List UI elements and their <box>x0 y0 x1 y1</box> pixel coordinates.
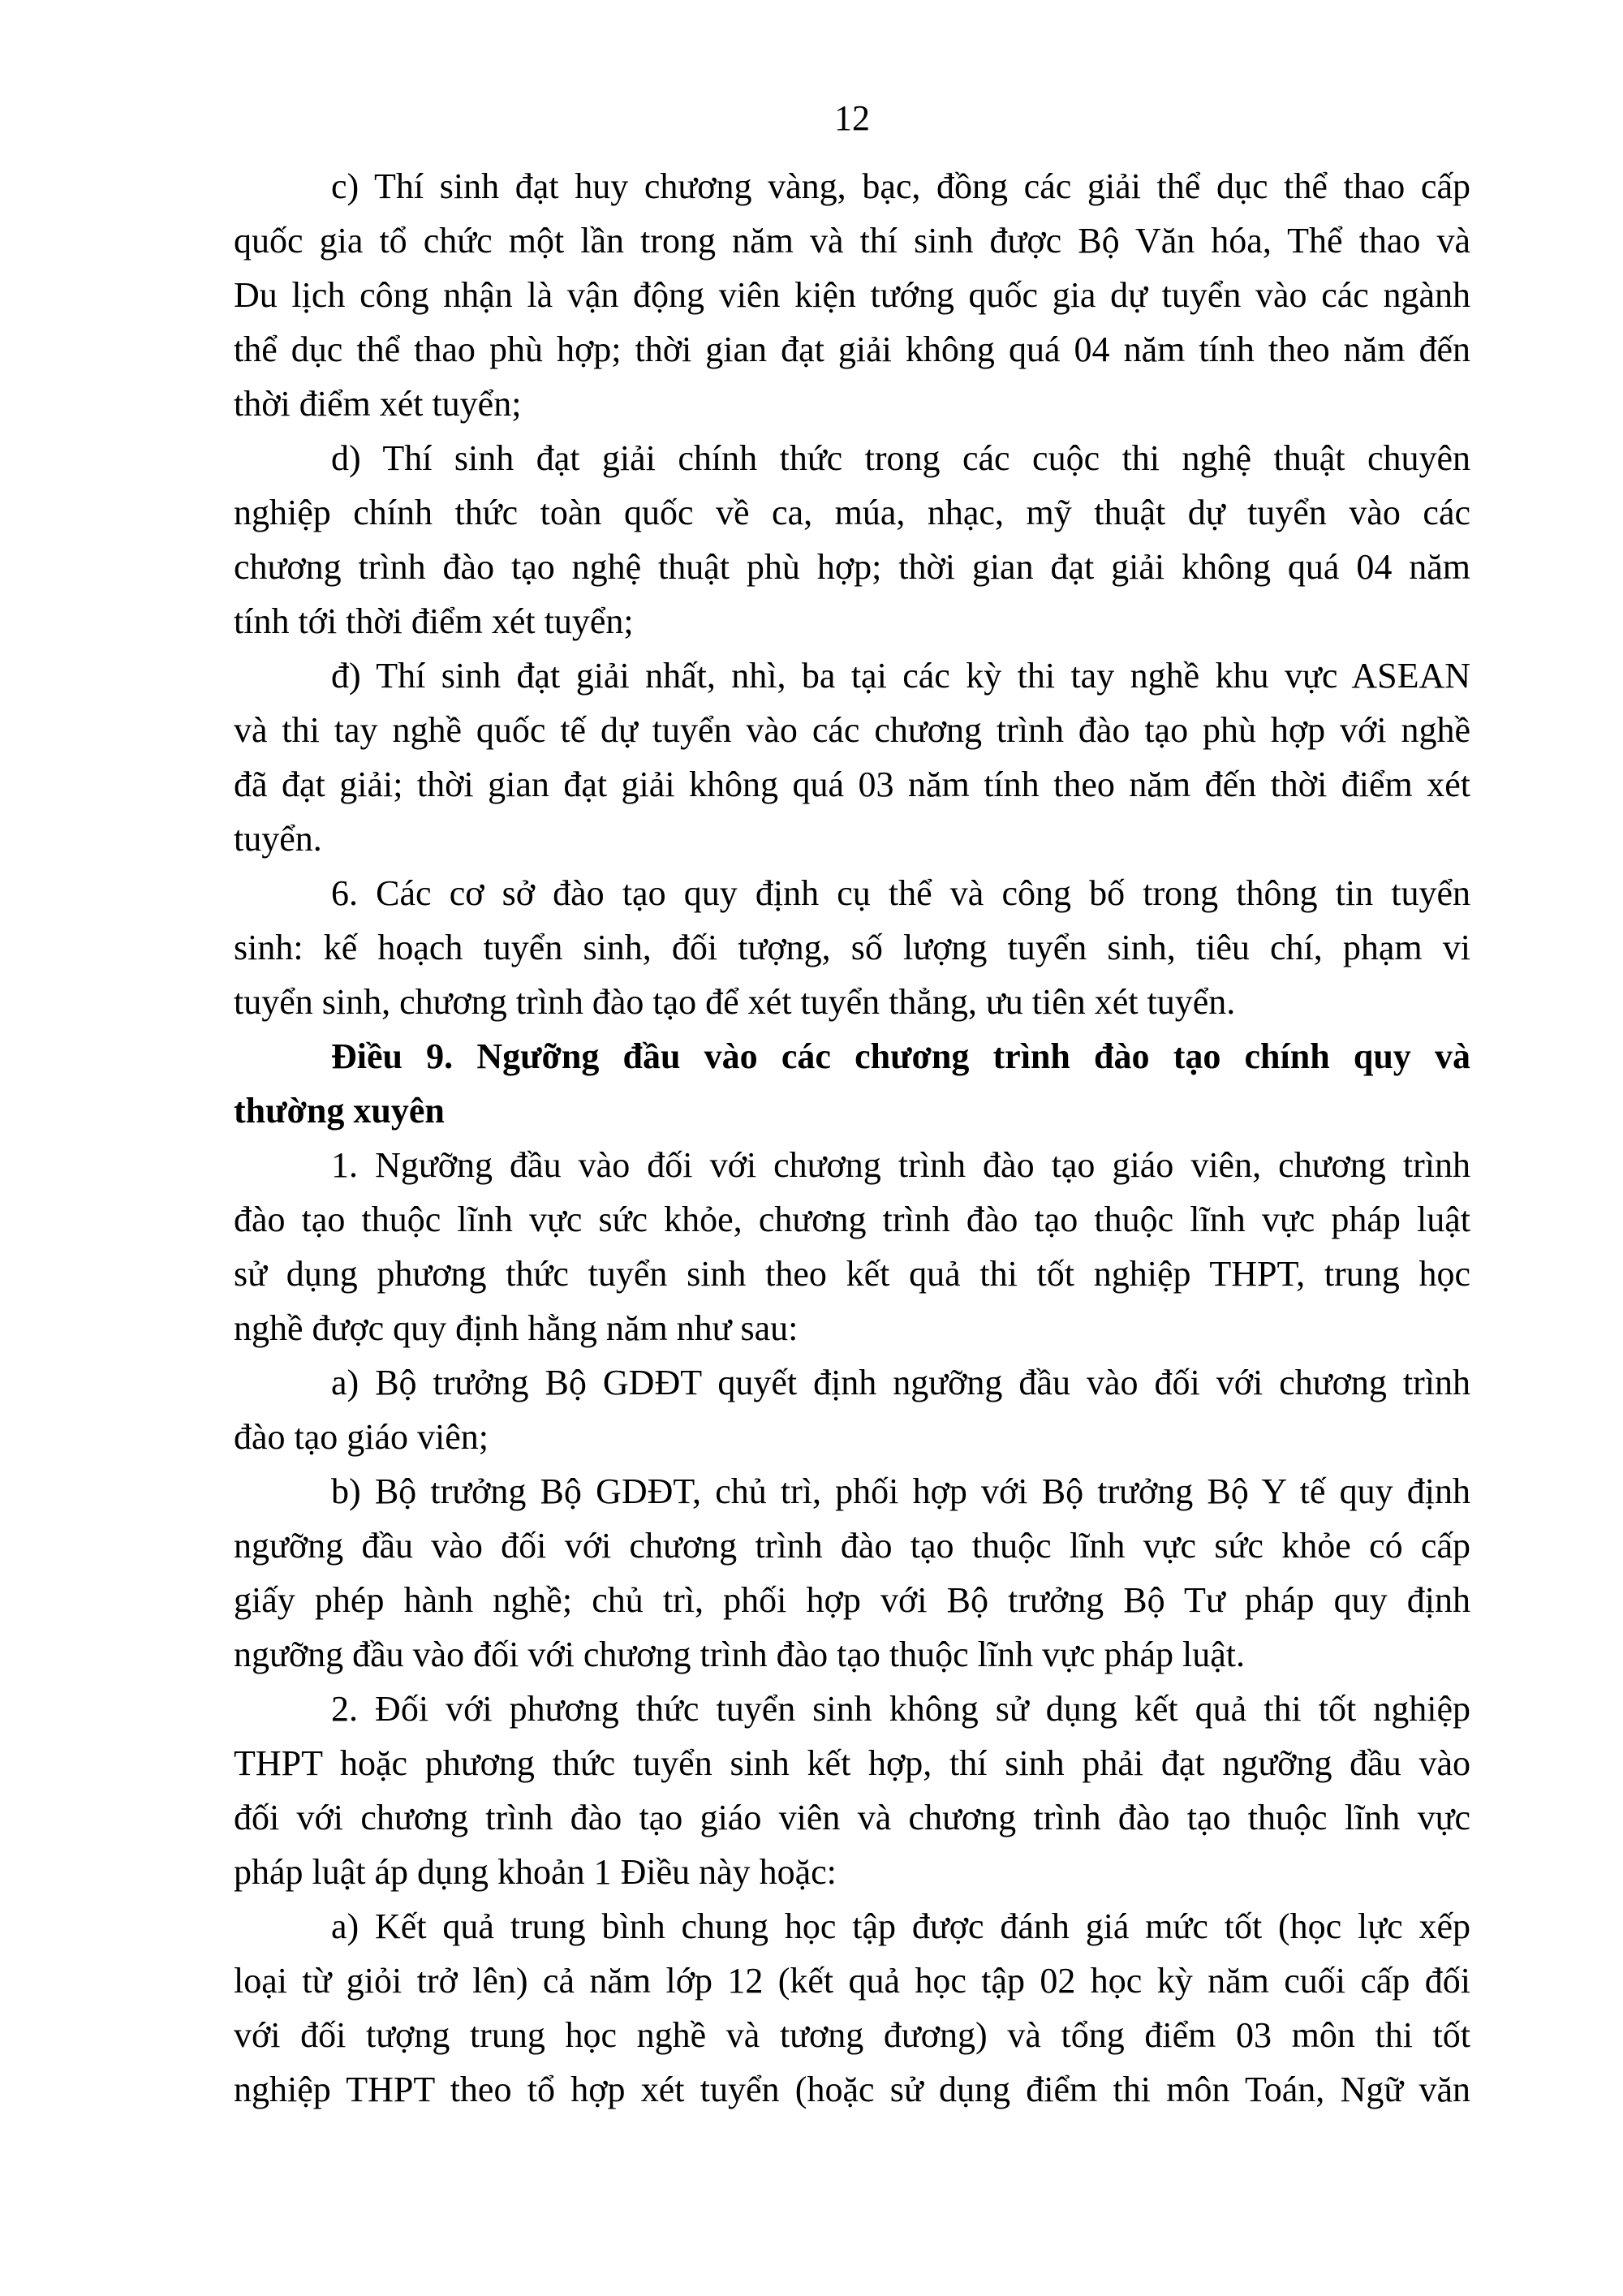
paragraph-line: chương trình đào tạo nghệ thuật phù hợp; thời gian đạt giải không quá 04 năm <box>234 547 1470 587</box>
paragraph-line: 1. Ngưỡng đầu vào đối với chương trình đào tạo giáo viên, chương trình <box>331 1145 1470 1185</box>
paragraph-line: đối với chương trình đào tạo giáo viên và chương trình đào tạo thuộc lĩnh vực <box>234 1798 1470 1837</box>
paragraph-line: d) Thí sinh đạt giải chính thức trong các cuộc thi nghệ thuật chuyên <box>331 438 1470 478</box>
paragraph-line: thể dục thể thao phù hợp; thời gian đạt giải không quá 04 năm tính theo năm đến <box>234 330 1470 369</box>
paragraph-point-a-1 <box>234 1355 1470 1464</box>
paragraph-line: b) Bộ trưởng Bộ GDĐT, chủ trì, phối hợp với Bộ trưởng Bộ Y tế quy định <box>331 1471 1470 1511</box>
paragraph-line: THPT hoặc phương thức tuyển sinh kết hợp, thí sinh phải đạt ngưỡng đầu vào <box>234 1743 1470 1783</box>
paragraph-line: nghiệp THPT theo tổ hợp xét tuyển (hoặc sử dụng điểm thi môn Toán, Ngữ văn <box>234 2070 1470 2109</box>
paragraph-point-dd <box>234 648 1470 866</box>
paragraph-clause-2 <box>234 1682 1470 1899</box>
paragraph-line: sử dụng phương thức tuyển sinh theo kết quả thi tốt nghiệp THPT, trung học <box>234 1254 1470 1294</box>
paragraph-line: ngưỡng đầu vào đối với chương trình đào tạo thuộc lĩnh vực sức khỏe có cấp <box>234 1526 1470 1566</box>
paragraph-clause-1 <box>234 1138 1470 1355</box>
paragraph-line: với đối tượng trung học nghề và tương đương) và tổng điểm 03 môn thi tốt <box>234 2015 1470 2055</box>
page-number: 12 <box>834 98 870 138</box>
paragraph-line: nghiệp chính thức toàn quốc về ca, múa, nhạc, mỹ thuật dự tuyển vào các <box>234 493 1470 532</box>
paragraph-point-c <box>234 159 1470 431</box>
paragraph-line: loại từ giỏi trở lên) cả năm lớp 12 (kết quả học tập 02 học kỳ năm cuối cấp đối <box>234 1961 1470 2001</box>
paragraph-clause-6 <box>234 866 1470 1029</box>
paragraph-line: ngưỡng đầu vào đối với chương trình đào tạo thuộc lĩnh vực pháp luật. <box>234 1635 1246 1674</box>
paragraph-line: đào tạo thuộc lĩnh vực sức khỏe, chương trình đào tạo thuộc lĩnh vực pháp luật <box>234 1200 1470 1239</box>
paragraph-line: c) Thí sinh đạt huy chương vàng, bạc, đồng các giải thể dục thể thao cấp <box>331 166 1470 206</box>
paragraph-point-a-2 <box>234 1899 1470 2117</box>
paragraph-article-9-heading <box>234 1029 1470 1138</box>
paragraph-line: Du lịch công nhận là vận động viên kiện tướng quốc gia dự tuyển vào các ngành <box>234 275 1470 315</box>
paragraph-line: 2. Đối với phương thức tuyển sinh không sử dụng kết quả thi tốt nghiệp <box>331 1689 1470 1729</box>
paragraph-line: a) Kết quả trung bình chung học tập được đánh giá mức tốt (học lực xếp <box>331 1906 1470 1946</box>
paragraph-line: và thi tay nghề quốc tế dự tuyển vào các chương trình đào tạo phù hợp với nghề <box>234 710 1470 750</box>
paragraph-line: tuyển sinh, chương trình đào tạo để xét tuyển thẳng, ưu tiên xét tuyển. <box>234 982 1236 1022</box>
paragraph-line: tính tới thời điểm xét tuyển; <box>234 601 634 641</box>
paragraph-line: sinh: kế hoạch tuyển sinh, đối tượng, số lượng tuyển sinh, tiêu chí, phạm vi <box>234 928 1470 967</box>
paragraph-line: thời điểm xét tuyển; <box>234 384 522 424</box>
paragraph-line: a) Bộ trưởng Bộ GDĐT quyết định ngưỡng đầu vào đối với chương trình <box>331 1363 1470 1402</box>
paragraph-point-b <box>234 1464 1470 1682</box>
paragraph-line: giấy phép hành nghề; chủ trì, phối hợp với Bộ trưởng Bộ Tư pháp quy định <box>234 1580 1470 1620</box>
paragraph-line: pháp luật áp dụng khoản 1 Điều này hoặc: <box>234 1852 837 1892</box>
paragraph-line: Điều 9. Ngưỡng đầu vào các chương trình đào tạo chính quy và <box>331 1036 1470 1076</box>
paragraph-line: tuyển. <box>234 819 322 859</box>
paragraph-line: 6. Các cơ sở đào tạo quy định cụ thể và công bố trong thông tin tuyển <box>331 873 1470 913</box>
paragraph-line: nghề được quy định hằng năm như sau: <box>234 1308 799 1348</box>
paragraph-point-d <box>234 431 1470 648</box>
paragraph-line: đã đạt giải; thời gian đạt giải không quá 03 năm tính theo năm đến thời điểm xét <box>234 765 1470 804</box>
paragraph-line: quốc gia tổ chức một lần trong năm và thí sinh được Bộ Văn hóa, Thể thao và <box>234 221 1470 261</box>
paragraph-line: đ) Thí sinh đạt giải nhất, nhì, ba tại các kỳ thi tay nghề khu vực ASEAN <box>331 656 1470 696</box>
paragraph-line: thường xuyên <box>234 1091 445 1131</box>
paragraph-line: đào tạo giáo viên; <box>234 1417 489 1457</box>
text-block <box>234 159 1470 2117</box>
